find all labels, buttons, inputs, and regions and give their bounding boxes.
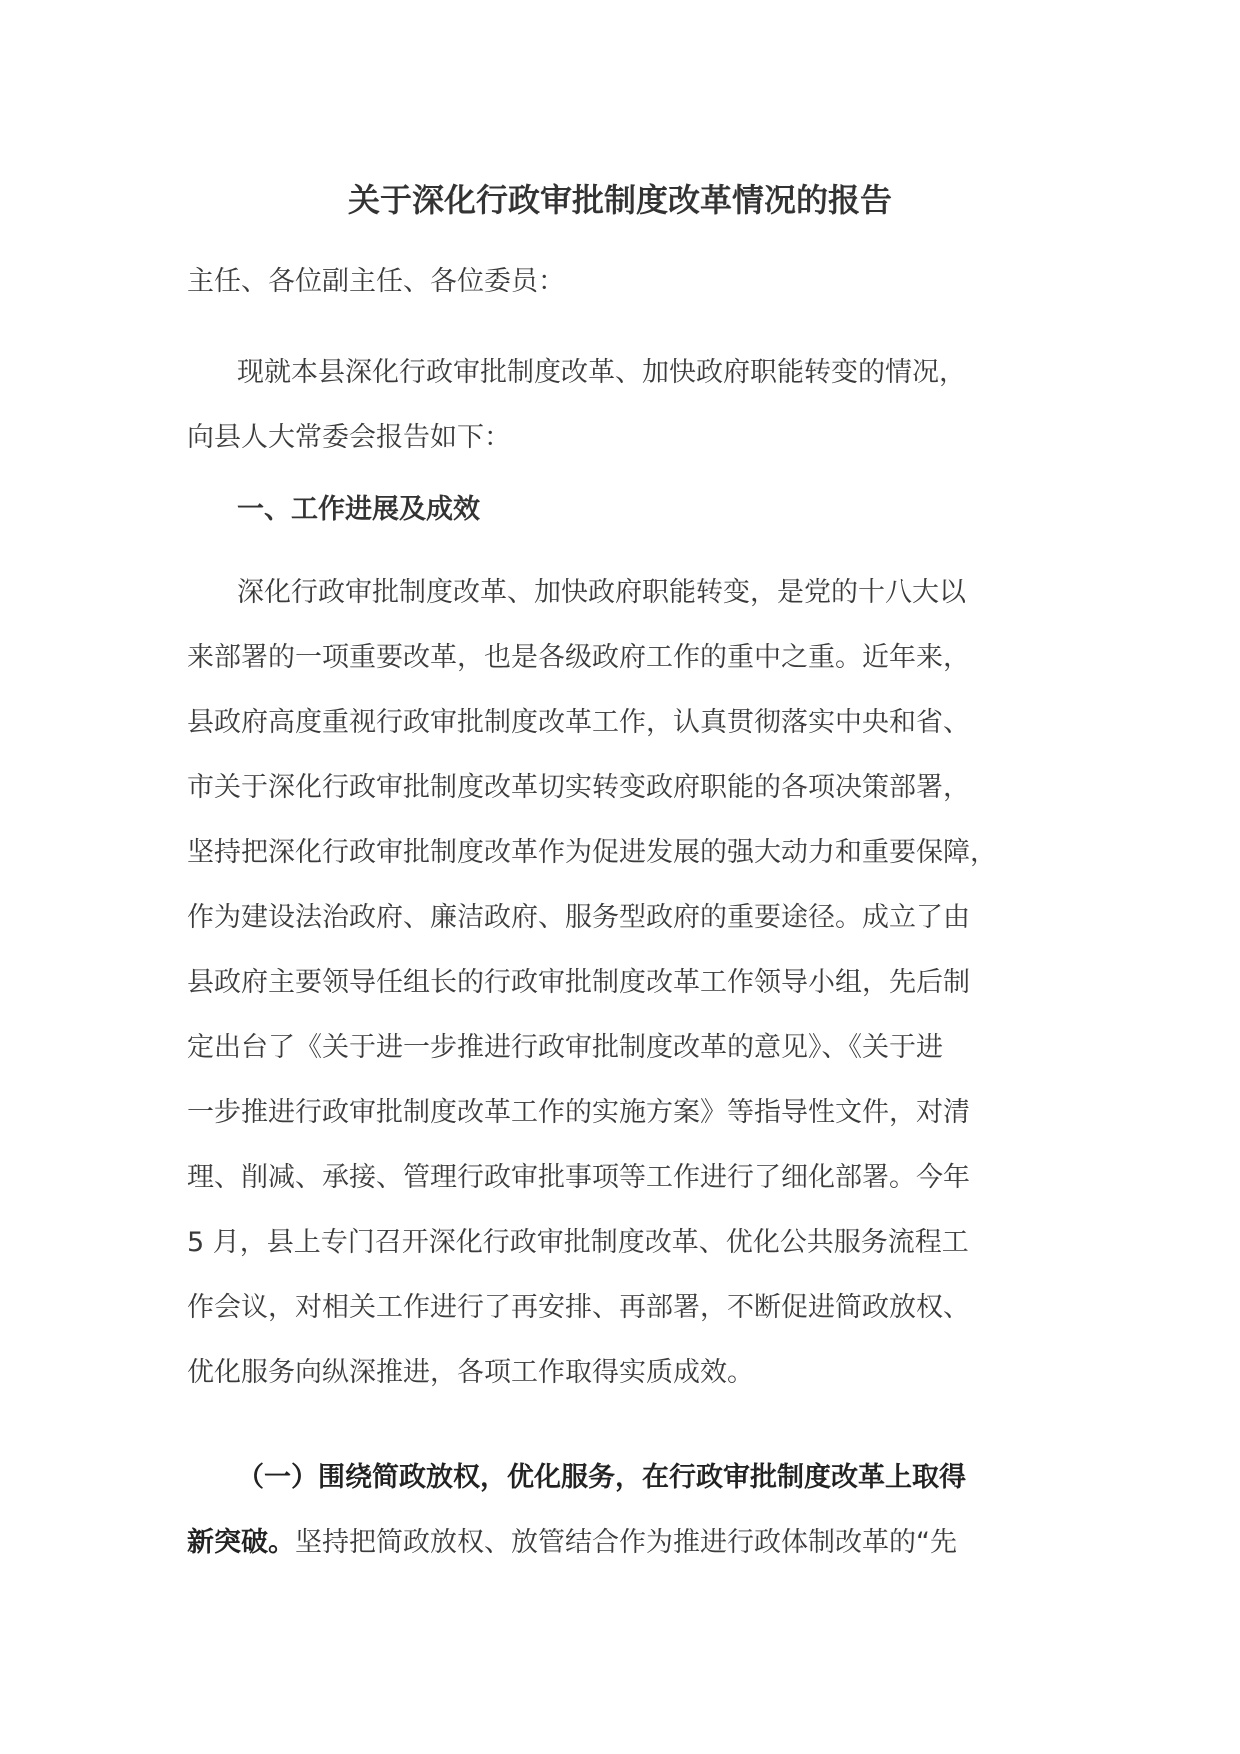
- subsection-paragraph: [187, 1445, 1067, 1575]
- section-heading: 一、工作进展及成效: [237, 494, 480, 525]
- paragraph-line: 来部署的一项重要改革，也是各级政府工作的重中之重。近年来，: [187, 642, 970, 673]
- paragraph-line: 理、削减、承接、管理行政审批事项等工作进行了细化部署。今年: [187, 1162, 970, 1193]
- paragraph-line: 作会议，对相关工作进行了再安排、再部署，不断促进简政放权、: [187, 1292, 970, 1323]
- paragraph-line: 坚持把深化行政审批制度改革作为促进发展的强大动力和重要保障，: [187, 837, 997, 868]
- paragraph-line: [187, 1510, 1067, 1575]
- document-title: 关于深化行政审批制度改革情况的报告: [347, 181, 892, 219]
- paragraph-line: 作为建设法治政府、廉洁政府、服务型政府的重要途径。成立了由: [187, 902, 970, 933]
- salutation: 主任、各位副主任、各位委员：: [187, 266, 565, 297]
- paragraph-line: 深化行政审批制度改革、加快政府职能转变，是党的十八大以: [237, 577, 966, 608]
- intro-paragraph: [187, 340, 1067, 470]
- paragraph-text: 坚持把简政放权、放管结合作为推进行政体制改革的“先: [295, 1527, 957, 1558]
- paragraph-line: 一步推进行政审批制度改革工作的实施方案》等指导性文件，对清: [187, 1097, 970, 1128]
- subsection-heading: （一）围绕简政放权，优化服务，在行政审批制度改革上取得: [237, 1462, 966, 1493]
- paragraph-line: 县政府高度重视行政审批制度改革工作，认真贯彻落实中央和省、: [187, 707, 970, 738]
- section-paragraph: [187, 560, 1067, 1405]
- subsection-heading-end: 新突破。: [187, 1527, 295, 1558]
- paragraph-line: 优化服务向纵深推进，各项工作取得实质成效。: [187, 1357, 754, 1388]
- paragraph-line: 向县人大常委会报告如下：: [187, 422, 511, 453]
- paragraph-line: 5 月，县上专门召开深化行政审批制度改革、优化公共服务流程工: [187, 1227, 969, 1258]
- paragraph-line: 现就本县深化行政审批制度改革、加快政府职能转变的情况，: [237, 357, 966, 388]
- paragraph-line: 市关于深化行政审批制度改革切实转变政府职能的各项决策部署，: [187, 772, 970, 803]
- paragraph-line: 定出台了《关于进一步推进行政审批制度改革的意见》、《关于进: [187, 1032, 943, 1063]
- paragraph-line: 县政府主要领导任组长的行政审批制度改革工作领导小组，先后制: [187, 967, 970, 998]
